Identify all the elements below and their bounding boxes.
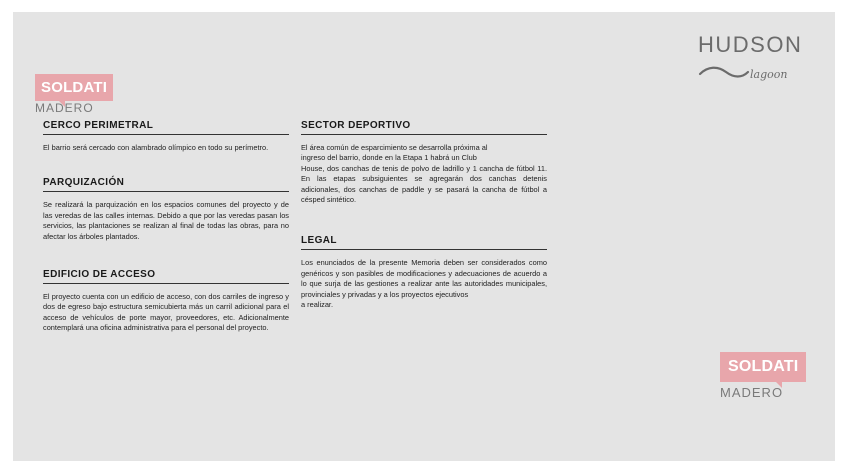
right-column <box>301 120 547 310</box>
brand-name: SOLDATI <box>35 74 113 101</box>
section-title: LEGAL <box>301 235 547 250</box>
left-column <box>43 120 289 334</box>
section-edificio-de-acceso <box>43 269 289 334</box>
soldati-madero-logo-bottom <box>720 352 806 400</box>
brand-location: MADERO <box>720 385 784 400</box>
section-title: EDIFICIO DE ACCESO <box>43 269 289 284</box>
section-text: Los enunciados de la presente Memoria deben ser considerados como genéricos y son pasibles de modificaciones y adecuaciones de acuerdo a lo que surja de las gestiones a realizar ante las autoridades municipales, provinciales y privadas y a los proyectos ejecutivos a realizar. <box>301 258 547 310</box>
section-text: El barrio será cercado con alambrado olímpico en todo su perímetro. <box>43 143 269 152</box>
section-text: Se realizará la parquización en los espacios comunes del proyecto y de las veredas de las calles internas. Debido a que por las veredas pasan los servicios, las plantaciones se realizan al final de todas las obras, para no afectar los árboles plantados. <box>43 200 289 241</box>
hudson-wordmark: HUDSON <box>698 32 803 57</box>
lagoon-script-text: lagoon <box>750 68 788 81</box>
document-page <box>13 12 835 461</box>
brand-name: SOLDATI <box>720 352 806 382</box>
section-title: CERCO PERIMETRAL <box>43 120 289 135</box>
section-cerco-perimetral <box>43 120 289 153</box>
soldati-madero-logo-top <box>35 74 113 114</box>
section-title: SECTOR DEPORTIVO <box>301 120 547 135</box>
section-legal <box>301 235 547 310</box>
section-text: El proyecto cuenta con un edificio de acceso, con dos carriles de ingreso y dos de egreso bajo estructura semicubierta más un carril adicional para el acceso de vehículos de porte mayor, proveedores, etc. Adicionalmente contemplará una oficina administrativa para el personal del proyecto. <box>43 292 289 333</box>
section-sector-deportivo <box>301 120 547 205</box>
section-text: El área común de esparcimiento se desarrolla próxima al ingreso del barrio, donde en la Etapa 1 habrá un Club House, dos canchas de tenis de polvo de ladrillo y 1 cancha de fútbol 11. En las etapas subsiguientes se agregarán dos canchas detenis adicionales, dos canchas de paddle y se pasará la cancha de fútbol a césped sintético. <box>301 143 547 205</box>
section-title: PARQUIZACIÓN <box>43 177 289 192</box>
lagoon-script-icon <box>698 60 813 88</box>
brand-location: MADERO <box>35 101 94 115</box>
hudson-lagoon-logo <box>698 32 813 88</box>
section-parquizacion <box>43 177 289 242</box>
